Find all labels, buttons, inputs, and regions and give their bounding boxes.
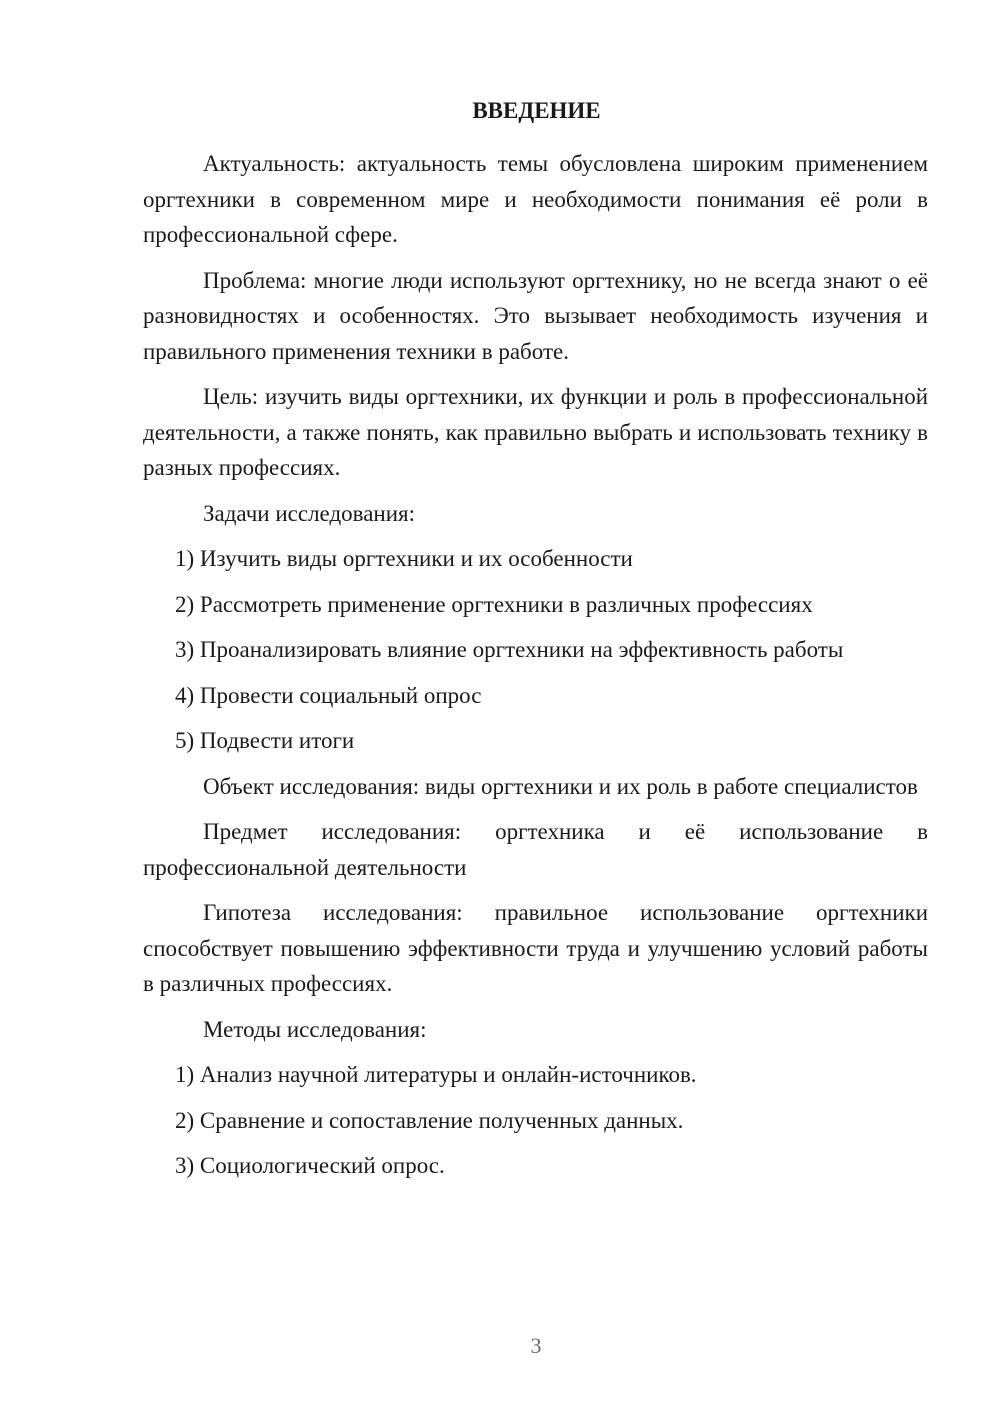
methods-heading: Методы исследования: [203,1016,427,1042]
list-item: 4) Провести социальный опрос [175,682,482,708]
list-item: 3) Социологический опрос. [175,1153,445,1178]
paragraph-goal: Цель: изучить виды оргтехники, их функции и роль в профессиональной деятельности, а также понять, как правильно выбрать и использовать технику в разных профессиях. [143,384,928,480]
page-title: ВВЕДЕНИЕ [472,98,601,123]
paragraph-relevance: Актуальность: актуальность темы обусловлена широким применением оргтехники в современном мире и необходимости понимания её роли в профессиональной сфере. [143,151,928,247]
list-item: 3) Проанализировать влияние оргтехники на эффективность работы [175,637,844,662]
paragraph-hypothesis: Гипотеза исследования: правильное использование оргтехники способствует повышению эффективности труда и улучшению условий работы в различных профессиях. [143,900,928,996]
paragraph-object: Объект исследования: виды оргтехники и их роль в работе специалистов [203,773,918,799]
page-content [143,96,928,1194]
list-item: 2) Сравнение и сопоставление полученных данных. [175,1107,684,1133]
list-item: 1) Анализ научной литературы и онлайн-источников. [175,1062,697,1087]
paragraph-subject: Предмет исследования: оргтехника и её использование в профессиональной деятельности [143,819,928,880]
tasks-list [143,541,928,759]
page-number: 3 [530,1333,542,1358]
tasks-heading: Задачи исследования: [203,500,416,526]
list-item: 5) Подвести итоги [175,728,355,753]
list-item: 2) Рассмотреть применение оргтехники в различных профессиях [175,591,813,617]
list-item: 1) Изучить виды оргтехники и их особенности [175,546,633,571]
paragraph-problem: Проблема: многие люди используют оргтехнику, но не всегда знают о её разновидностях и особенностях. Это вызывает необходимость изучения и правильного применения техники в работе. [143,267,928,364]
methods-list [143,1057,928,1184]
